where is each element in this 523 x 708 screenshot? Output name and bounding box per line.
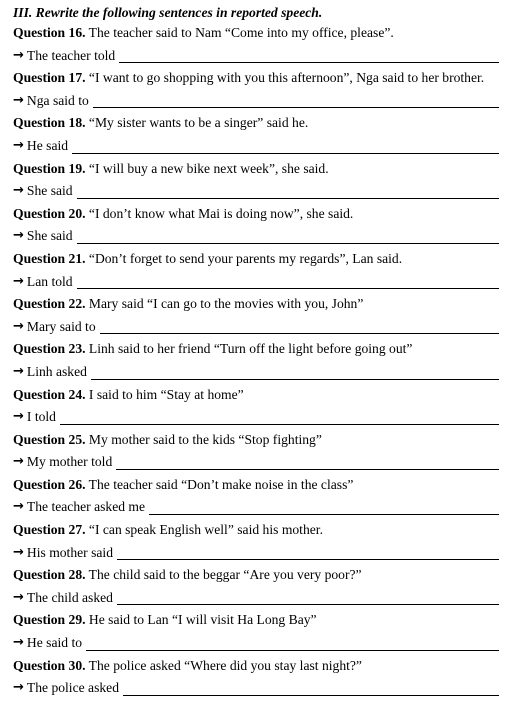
question-number: Question 17. — [13, 70, 86, 86]
question-number: Question 19. — [13, 160, 86, 176]
answer-prompt: My mother told — [26, 454, 113, 470]
arrow-right-icon: → — [13, 137, 24, 153]
arrow-right-icon: → — [13, 409, 24, 425]
question-number: Question 29. — [13, 612, 86, 628]
answer-prompt: His mother said — [26, 544, 113, 560]
question-number: Question 22. — [13, 296, 86, 312]
question-text: He said to Lan “I will visit Ha Long Bay” — [85, 612, 317, 628]
question-item — [13, 67, 513, 112]
answer-blank-line[interactable] — [60, 409, 499, 425]
question-item — [13, 429, 513, 474]
answer-blank-line[interactable] — [72, 138, 499, 154]
answer-blank-line[interactable] — [100, 318, 499, 334]
question-number: Question 16. — [13, 25, 86, 40]
question-text: The teacher said to Nam “Come into my office, please”. — [85, 25, 394, 40]
answer-blank-line[interactable] — [123, 680, 499, 696]
question-number: Question 28. — [13, 567, 86, 583]
answer-prompt: The teacher asked me — [26, 499, 146, 515]
question-number: Question 27. — [13, 522, 86, 538]
question-item — [13, 655, 513, 700]
question-text: The child said to the beggar “Are you very poor?” — [85, 567, 362, 583]
question-number: Question 18. — [13, 115, 86, 131]
question-text: Linh said to her friend “Turn off the light before going out” — [85, 341, 413, 357]
question-item — [13, 22, 513, 67]
question-text: “I can speak English well” said his mother. — [85, 522, 323, 538]
answer-prompt: The teacher told — [26, 47, 116, 63]
arrow-right-icon: → — [13, 228, 24, 244]
answer-prompt: The child asked — [26, 589, 113, 605]
question-number: Question 21. — [13, 250, 86, 266]
question-text: “Don’t forget to send your parents my regards”, Lan said. — [85, 250, 403, 266]
answer-prompt: She said — [26, 183, 73, 199]
question-number: Question 23. — [13, 341, 86, 357]
question-item — [13, 158, 513, 203]
question-number: Question 20. — [13, 205, 86, 221]
question-list — [13, 22, 513, 700]
section-heading: III. Rewrite the following sentences in reported speech. — [13, 5, 323, 20]
question-number: Question 25. — [13, 431, 86, 447]
answer-prompt: He said to — [26, 635, 83, 651]
question-item — [13, 112, 513, 157]
answer-blank-line[interactable] — [77, 183, 499, 199]
question-text: Mary said “I can go to the movies with you, John” — [85, 296, 364, 312]
arrow-right-icon: → — [13, 499, 24, 515]
answer-blank-line[interactable] — [86, 635, 499, 651]
question-text: The police asked “Where did you stay last night?” — [85, 657, 362, 673]
arrow-right-icon: → — [13, 544, 24, 560]
question-item — [13, 474, 513, 519]
question-item — [13, 293, 513, 338]
arrow-right-icon: → — [13, 454, 24, 470]
question-number: Question 24. — [13, 386, 86, 402]
question-text: “I will buy a new bike next week”, she said. — [85, 160, 329, 176]
answer-prompt: Lan told — [26, 273, 73, 289]
question-text: The teacher said “Don’t make noise in the class” — [85, 476, 354, 492]
question-text: “My sister wants to be a singer” said he. — [85, 115, 309, 131]
answer-blank-line[interactable] — [93, 92, 499, 108]
answer-prompt: He said — [26, 137, 69, 153]
answer-blank-line[interactable] — [116, 454, 499, 470]
question-item — [13, 384, 513, 429]
arrow-right-icon: → — [13, 635, 24, 651]
answer-blank-line[interactable] — [91, 364, 499, 380]
answer-blank-line[interactable] — [117, 544, 499, 560]
arrow-right-icon: → — [13, 273, 24, 289]
question-item — [13, 203, 513, 248]
question-item — [13, 338, 513, 383]
answer-prompt: The police asked — [26, 680, 120, 696]
answer-blank-line[interactable] — [77, 273, 499, 289]
answer-prompt: She said — [26, 228, 73, 244]
answer-prompt: Nga said to — [26, 92, 89, 108]
question-item — [13, 519, 513, 564]
question-item — [13, 564, 513, 609]
question-text: “I want to go shopping with you this afternoon”, Nga said to her brother. — [85, 70, 485, 86]
arrow-right-icon: → — [13, 318, 24, 334]
answer-blank-line[interactable] — [119, 47, 499, 63]
question-number: Question 26. — [13, 476, 86, 492]
question-number: Question 30. — [13, 657, 86, 673]
answer-blank-line[interactable] — [117, 589, 499, 605]
arrow-right-icon: → — [13, 47, 24, 63]
answer-prompt: I told — [26, 409, 56, 425]
question-text: I said to him “Stay at home” — [85, 386, 244, 402]
question-item — [13, 248, 513, 293]
answer-blank-line[interactable] — [149, 499, 499, 515]
question-item — [13, 609, 513, 654]
arrow-right-icon: → — [13, 680, 24, 696]
answer-blank-line[interactable] — [77, 228, 499, 244]
answer-prompt: Mary said to — [26, 318, 96, 334]
question-text: My mother said to the kids “Stop fighting” — [85, 431, 322, 447]
arrow-right-icon: → — [13, 589, 24, 605]
answer-prompt: Linh asked — [26, 363, 87, 379]
arrow-right-icon: → — [13, 183, 24, 199]
arrow-right-icon: → — [13, 92, 24, 108]
arrow-right-icon: → — [13, 363, 24, 379]
question-text: “I don’t know what Mai is doing now”, she said. — [85, 205, 354, 221]
